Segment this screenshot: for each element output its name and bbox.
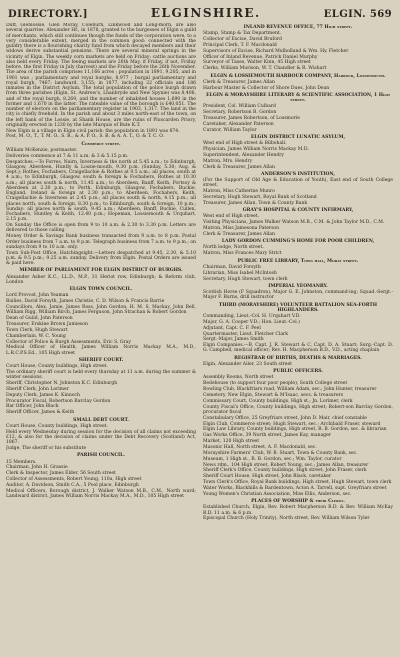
right-entry: Established Church, Elgin, Rev. Robert Macpherson B.D. & Rev. William McKay B.D. 11 a.m. & 6 p.m. — [203, 505, 393, 516]
right-entry: Bowling Club, Blackfriars road, William Adam, sec.; John Hunter, treasurer — [203, 387, 377, 393]
left-section-heading: SMALL DEBT COURT. — [73, 417, 129, 423]
left-entry: Court House, County buildings, High street. — [6, 364, 108, 370]
right-section-heading: INLAND REVENUE OFFICE, 77 High street. — [243, 25, 353, 30]
right-entry: County Fiscal's Office, County buildings, High street; Robert-son Barclay Gordon, procurator fiscal — [203, 404, 393, 415]
right-entry: Elgin Law Library, County buildings, High street, R. B. Gordon, sec. & librarian — [203, 427, 387, 433]
right-entry: Principal Clerk, T. F. Macdonald — [203, 42, 277, 48]
header-section-label: DIRECTORY.] — [8, 9, 88, 20]
right-section-heading: ELGIN & LOSSIEMOUTH HARBOUR COMPANY, Harbour, Lossiemouth. — [210, 73, 386, 79]
left-entry: Bar Officer, John Black — [6, 404, 59, 410]
right-column — [203, 23, 393, 651]
right-entry: Episcopal Church (Holy Trinity), North street, Rev. William Wilson Tyler — [203, 516, 370, 522]
left-entry: Deputy Clerk, James K. Kinnoch — [6, 392, 80, 398]
page-number: ELGIN. 569 — [323, 9, 392, 20]
right-section-heading: PLACES OF WORSHIP & their Clergy. — [251, 499, 345, 504]
right-entry: Cemetery, New Elgin, Stewart & M'Isaac, secs. & treasurers — [203, 393, 344, 398]
right-entry: Quartermaster, Lieut. Fletcher Clark — [203, 331, 288, 337]
right-section-heading: THIRD (MORAYSHIRE) VOLUNTEER BATTALION SEA-FORTH HIGHLANDERS. — [218, 302, 378, 313]
left-entry: New Elgin is a village in Elgin civil parish: the population in 1891 was 874. — [6, 128, 180, 134]
right-entry: Secretary, Hugh Stewart, town clerk — [203, 276, 288, 282]
left-entry: Deliveries commence at 7 & 11 a.m. & 3 & 5.15 p.m. — [6, 153, 129, 159]
right-entry: President, Col. William Culbard — [203, 104, 276, 110]
left-entry: Collector of Assessments, Robert Young, 110a, High street — [6, 477, 142, 483]
right-section-heading: PUBLIC OFFICERS. — [273, 369, 323, 375]
left-entry: Town Sub-Post Office, Hatchingsight.—Letters despatched at 9.45, 2.30, & 5.10 p.m. & 9.5 p.m.; 9.25 a.m. sunday. Delivery from Elgin. Postal Orders are issued & paid here. — [6, 250, 196, 267]
right-entry: Treasurer, James Robertson, of Lossmorie — [203, 116, 300, 122]
right-entry: Constabulary Office, 25 Greyfriars street, John D. Mair, chief constable — [203, 415, 367, 421]
left-entry: Chairman, John H. Grassie — [6, 465, 68, 471]
right-entry: Officer of Inland Revenue, Patrick Daniel Murphy — [203, 54, 318, 60]
left-entry: Town Clerk, Hugh Stewart — [6, 327, 68, 333]
right-entry: Secretary, Robertson B. Gordon — [203, 110, 277, 116]
left-entry: Despatches.—To Forres, Nairn, Inverness & the north at 5.45 a.m.; to Edinburgh, Glasgow, Aberdeen, Huntly & Lossie-mouth, 9.30 p.m. (Sunday, 5.30; Aug. & Sept.); Rothes, Fochabers, Craigellachie & Rothes at 9.5 a.m.; all places, south at 4 a.m.; to Edinburgh, Glasgow, south & foreign & Fochabers, Rothes at 10.30 a.m.; all places south & north, 11.45 a.m.; to Aberdeen, Banff, Keith, Portsoy & Aberdeen at 2.30 p.m.; to Perth, Edinburgh, Glasgow, Fochabers, Buckie, England, Ireland & foreign at 2.30 p.m.; to Aberdeen, Fochabers, Keith, Craigellachie & Inverness at 2.45 p.m.; all places south & north, 4.15 p.m.; all places north, south & foreign, 8.30 p.m.; to Edinburgh, south & foreign, 10 p.m.; Sunday: all places north & south, 9.45 a.m.; Aberdeen, Banff, Buckie, Cullen, Fochabers, Huntley & Keith, 12.40 p.m.; Hopeman, Lossiemouth & Urquhart, 2.15 p.m. — [6, 159, 196, 223]
left-entry: Treasurer, Erskine Brown Jamieson — [6, 322, 88, 328]
right-entry: West end of High street & Bilbohall. — [203, 141, 287, 147]
right-entry: Museum, 1 High st., R. B. Gordon, sec.; Wm. Taylor, curator — [203, 456, 342, 462]
right-entry: Physician, James William Norris Mackay M.D. — [203, 147, 309, 153]
left-entry: Bailies, David Forsyth, James Christie, C. D. Wilson & Francis Barrie — [6, 299, 165, 305]
right-entry: Clerks, William Murison, W. T. Chandler & R. Wishart — [203, 66, 327, 72]
right-section-heading: REGISTRAR OF BIRTHS, DEATHS & MARRIAGES. — [234, 355, 362, 361]
left-entry: Money Order & Savings Bank business transacted from 9 a.m. to 8 p.m. Postal Order business from 7 a.m. to 9 p.m. Telegraph business from 7 a.m. to 9 p.m.; on sundays from 9 to 10 a.m. only. — [6, 234, 196, 250]
left-entry: Sheriff Officer, James & Keith — [6, 410, 75, 416]
right-entry: Visiting Physicians, James Walker Watson M.B., C.M. & John Taylor M.D., C.M. — [203, 220, 385, 226]
right-entry: Elgin Club, Commerce street; Hugh Stewart, sec.; Archibald Fraser, steward — [203, 421, 381, 427]
left-section-heading: PARISH COUNCIL. — [77, 453, 125, 459]
right-entry: Sergt.-Major, James Smith — [203, 337, 264, 343]
right-entry: Commanding, Lieut.-Col. H. Urquhart V.D. — [203, 314, 301, 319]
left-entry: Medical Officers, Borough district, J. Walker Watson M.B., C.M., North ward; Landward district, James William Norris Mackay M.A., M.D., 105 High street — [6, 488, 196, 499]
right-entry: Chairman, David Forsyth — [203, 264, 261, 270]
right-entry: Caretaker, Alexander Paterson — [203, 121, 274, 127]
left-entry: On Sunday the Office is open from 9 to 10 a.m. & 2.30 to 3.30 p.m. Letters are delivered to those calling. — [6, 223, 196, 234]
right-entry: News rdm., 104 High street, Robert Young, sec.; James Allan, treasurer — [203, 462, 369, 468]
right-entry: Curator, William Taylor — [203, 127, 257, 133]
right-entry: Adjutant, Capt. C. F. Peel — [203, 325, 261, 331]
right-section-heading: ANDERSON'S INSTITUTION, — [261, 171, 335, 177]
right-entry: Clerk & Treasurer, James Allan — [203, 231, 275, 237]
left-entry: Collector of Police & Burgh Assessments, Eric S. Gray — [6, 339, 131, 345]
right-entry: Stamp, Stamp & Tax Department. — [203, 31, 282, 37]
right-entry: Elgin, Alexander Ailer, 23 South street — [203, 361, 293, 367]
left-section-heading: Commerce street. — [81, 141, 121, 147]
right-entry: Collector of Excise, David Bruford — [203, 37, 282, 43]
right-entry: Librarian, Miss Isabel McIntosh — [203, 270, 277, 276]
right-entry: Morayshire Farmers' Club, W. B. Stuart, Town & County Bank, sec. — [203, 450, 358, 456]
right-section-heading: ELGIN & MORAYSHIRE LITERARY & SCIENTIFIC ASSOCIATION, 1 High street. — [206, 92, 390, 104]
text-columns — [6, 23, 394, 651]
left-entry: Lord Provost, John Yeaman — [6, 293, 69, 299]
right-entry: Town Clerk's Office, Royal Bank buildings, High street, Hugh Stewart, town clerk — [203, 480, 392, 486]
right-entry: Matron, Miss Frances Mary Strict — [203, 251, 282, 257]
right-entry: Matron, Miss Catherine Munro — [203, 189, 275, 195]
left-entry: Chamberlain, W. C. Young — [6, 333, 66, 339]
left-entry: 15 Members. — [6, 459, 37, 465]
left-section-heading: MEMBER OF PARLIAMENT FOR ELGIN DISTRICT OF BURGHS. — [19, 268, 183, 274]
right-entry: West end of High street. — [203, 214, 260, 220]
right-entry: Assembly Rooms, North street — [203, 375, 274, 381]
right-entry: Young Women's Christian Association, Miss Ellis, Anderson, sec. — [203, 491, 352, 497]
page-header — [6, 6, 394, 23]
right-section-heading: ELGIN DISTRICT LUNATIC ASYLUM, — [250, 135, 346, 141]
left-entry: Judge, The sheriff or his substitute — [6, 446, 87, 451]
left-entry: Held every Wednesday during session for the decision of all claims not exceeding £12, & also for the decision of claims under the Debt Recovery (Scotland) Act, 1867. — [6, 429, 196, 446]
left-entry: Procurator Fiscal, Robertson Barclay Gordon — [6, 398, 111, 404]
right-entry: Major, G. A. Cooper V.D.; Hon. Lieut.-Col.) — [203, 319, 300, 325]
left-section-heading: SHERIFF COURT. — [78, 357, 124, 363]
left-entry: Sheriff Clerk, John Lorimer — [6, 386, 69, 392]
left-section-heading: ELGIN TOWN COUNCIL. — [69, 287, 133, 293]
right-entry: Scottish Horse (F Squadron), Major G. E. Johnston, command-ing; Squad.-Sergt.-Major F. Burns, drill instructor — [203, 290, 393, 301]
right-entry: Sheriff Court House, High street, John Black, caretaker — [203, 474, 332, 480]
right-entry: Harbour Master & Collector of Shore Dues, John Dean — [203, 85, 330, 91]
left-entry: William McKenzie, postmaster. — [6, 147, 78, 153]
left-entry: Duff, Glenlossie, Glen Moray, Coleburn, Linkwood and Long-morn, are also several quarries. Alexander Hf., in 1878, granted to the burgesses of Elgin a guild of merchants, which still continues though the funds of the corporation were, to a very considerable extent, merged in the common good: connected with the guildry there is a flourishing charity fund from which decayed members and their widows derive substantial pensions. There are several mineral springs in the vicinity of Elgin. The weekly corn markets are held on Friday: cattle auctions are also held every Friday. The feeing markets are 26th May, if Friday, if not, Friday before, the first Friday in July (harvest) and the Friday before the 26th November. The area of the parish comprises 11,166 acres ; population in 1891, 9,285, and in 1901 was ; parliamentary and royal burghs, 8,977 ; burgal parliamentary and royal burgh, 7467; landward, 3,155; in 1877, including 22 officials and 186 inmates in the District Asylum. The total population of the police burgh drawn from three parishes (Elgin, St. Andrew's, Lhanbryde and New Spynie) was 8,406, and of the royal burgh, 8,269, and the number of inhabited houses 1,690 in the former and 1,670 in the latter. The rateable value of the borough is £40,051. The number of electors on the parliamentary register in 1903, 1,317. The land in the city is chiefly freehold. In the parish and about 3 miles north-east of the town, on the left bank of the Lossie, at Shank House, are the ruins of Pluscarden Priory, originally erected in 1230 by the late Marquis of Bute K.T. — [6, 23, 196, 128]
left-entry: Post, M. O., T., T. M. O., S. B., & A. P. O., S. B. & A. A. T., O. & T. C. O. — [6, 134, 165, 140]
right-section-heading: GRAY'S HOSPITAL & COUNTY INFIRMARY, — [242, 208, 354, 214]
right-section-heading: PUBLIC FREE LIBRARY, Town hall, Moray street. — [237, 258, 359, 264]
left-entry: Sheriff, Christopher N. Johnston K.C. Edinburgh — [6, 381, 118, 387]
left-entry: Councillors, Alex. Jamie, James Ross, John Gordon, H. M. S. Mackay, John Bell, William Rigg, William Birch, James Ferguson, John Strachan & Robert Gordon — [6, 305, 196, 316]
right-entry: North lodge, North street. — [203, 245, 264, 251]
left-entry: The ordinary sheriff court is held every thursday at 11 a.m. during the summer & winter sessions. — [6, 370, 196, 381]
right-entry: Bedehouse (to support four poor people), South College street — [203, 381, 348, 387]
left-entry: Auditor, A. Davidson, Smith C.A., 5 Pool place, Edinburgh — [6, 482, 139, 488]
left-entry: Court House, County buildings, High street. — [6, 423, 108, 429]
right-entry: (For the Support of Old Age & Education of Youth), East end of South College street. — [203, 178, 393, 189]
right-section-heading: IMPERIAL YEOMANRY. — [268, 283, 328, 289]
right-entry: Surveyor of Taxes, Walter Kinn, 45 High street — [203, 60, 311, 66]
right-entry: Clerk & Treasurer, James Allan — [203, 79, 275, 85]
right-entry: Sheriff Clerk's Office, County buildings, High street, John Fraser, clerk — [203, 468, 367, 474]
right-entry: Matron, Mrs. Hendry — [203, 158, 253, 164]
right-entry: Clerk & Treasurer, James Allan — [203, 164, 275, 170]
right-entry: Treasurer, James Allan, Town & County Bank — [203, 200, 308, 206]
left-entry: Dean of Guild, John Paterson — [6, 316, 73, 322]
right-entry: Masonic Hall, North street, A. F. Macdonald, sec. — [203, 445, 317, 450]
left-entry: Medical Officer of Health, James William Norris Mackay M.A., M.D., L.R.C.P.S.Ed., 105 High street — [6, 345, 196, 356]
right-entry: Supervisors of Excise, Richard Mulholland & Wm. Hy. Fletcher — [203, 48, 349, 54]
page-title: ELGINSHIRE. — [150, 6, 261, 20]
right-entry: Market, 120 High street — [203, 439, 260, 445]
right-entry: Gas Works Office, 39 North street, James Kay, manager — [203, 433, 331, 439]
right-entry: Commissary Court, County buildings, High st.; Jn. Lorimer, clerk — [203, 398, 353, 404]
right-entry: Superintendent, Alexander Hendry — [203, 152, 284, 158]
right-entry: Secretary, Hugh Stewart, Royal Bank of Scotland — [203, 195, 317, 201]
right-entry: Matron, Miss Jamesona Paterson — [203, 226, 280, 232]
left-entry: Alexander Asher K.C., LL.D., M.P., 31 Heriot row, Edinburgh; & Reform club, London — [6, 274, 196, 285]
right-section-heading: LADY GORDON CUMMING'S HOME FOR POOR CHILDREN, — [221, 239, 375, 245]
right-entry: Elgin Companies.—B, Capt. J. R. Stewart & C, Capt. D. A. Stuart; Surg.-Capt. D. G. Campbell, medical officer; Rev. H. Macpherson B.D., V.D., acting chaplain — [203, 343, 393, 354]
right-entry: Water Works, Blackhills & Bardentown, Acton A. Tarrell, supt. Greyfriars street — [203, 485, 387, 491]
left-column — [6, 23, 196, 651]
left-entry: Clerk & Inspector, James Elder, 56 South street — [6, 471, 116, 477]
